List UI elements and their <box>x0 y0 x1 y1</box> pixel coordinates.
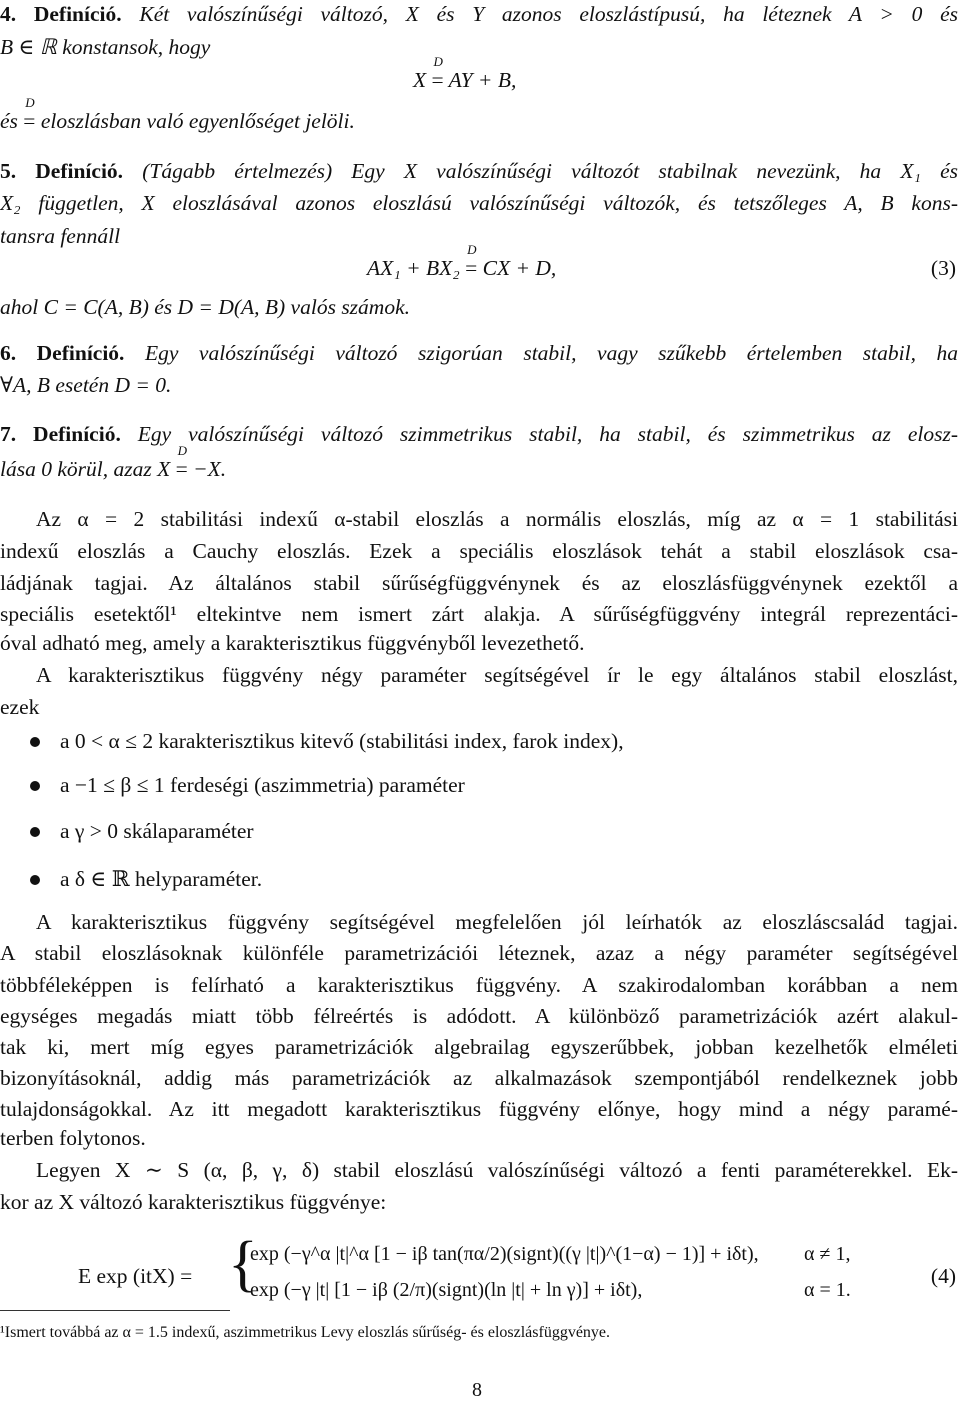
para1-line: speciális esetektől¹ eltekintve nem ismert zárt alakja. A sűrűségfüggvény integrál reprezentáci- <box>0 602 958 626</box>
equation-3: AX₁ + BX₂ D = CX + D, <box>367 242 557 280</box>
bullet-item: a γ > 0 skálaparaméter <box>60 819 254 843</box>
para1-line: Az α = 2 stabilitási indexű α-stabil eloszlás a normális eloszlás, míg az α = 1 stabilitási <box>36 507 958 531</box>
bullet-item: a δ ∈ ℝ helyparaméter. <box>60 867 263 891</box>
def6-line2: ∀A, B esetén D = 0. <box>0 373 172 397</box>
para3-line: tulajdonságokkal. Az itt megadott karakterisztikus függvény előnye, hogy mind a négy paramé- <box>0 1097 958 1121</box>
def5-label: 5. Definíció. <box>0 159 124 183</box>
equation-4-cond2: α = 1. <box>804 1279 851 1301</box>
para1-line: ládjának tagjai. Az általános stabil sűrűségfüggvénynek és az eloszlásfüggvénynek ezektől a <box>0 571 958 595</box>
para3-line: többféleképpen is felírható a karakterisztikus függvény. A szakirodalomban korábban a nem <box>0 973 958 997</box>
def4-line3: és D = eloszlásban való egyenlőséget jelöli. <box>0 95 355 133</box>
def7-line2: lása 0 körül, azaz X D = −X. <box>0 443 227 481</box>
bullet-item: a 0 < α ≤ 2 karakterisztikus kitevő (stabilitási index, farok index), <box>60 729 624 753</box>
equation-4-number: (4) <box>930 1264 956 1288</box>
def4-formula-right: AY + B, <box>448 68 517 92</box>
para2-line: A karakterisztikus függvény négy paraméter segítségével ír le egy általános stabil eloszlást, <box>36 663 958 687</box>
def5-line2: X₂ független, X eloszlásával azonos eloszlású valószínűségi változók, és tetszőleges A, B kons- <box>0 191 958 215</box>
page-number: 8 <box>472 1379 482 1401</box>
def5-line4: ahol C = C(A, B) és D = D(A, B) valós számok. <box>0 295 410 319</box>
def4-d-equal: D = <box>431 54 444 92</box>
para4-line: kor az X változó karakterisztikus függvénye: <box>0 1190 387 1214</box>
def7-line1: 7. Definíció. Egy valószínűségi változó szimmetrikus stabil, ha stabil, és szimmetrikus az elosz- <box>0 422 958 446</box>
para3-line: A stabil eloszlásoknak különféle parametrizációi léteznek, azaz a négy paraméter segítségével <box>0 941 958 965</box>
def4-text: Két valószínűségi változó, X és Y azonos eloszlástípusú, ha léteznek A > 0 és <box>121 2 958 26</box>
para2-line: ezek <box>0 695 40 719</box>
para3-line: tak ki, mert míg egyes parametrizációk algebrailag egyszerűbbek, jobban kezelhetők elméleti <box>0 1035 958 1059</box>
def4-line1 <box>0 4 958 26</box>
bullet-dot <box>30 781 40 791</box>
def4-line2: B ∈ ℝ konstansok, hogy <box>0 35 211 59</box>
def6-label: 6. Definíció. <box>0 341 125 365</box>
equation-4-cond1: α ≠ 1, <box>804 1243 851 1265</box>
equation-4-case1: exp (−γ^α |t|^α [1 − iβ tan(πα/2)(signt)((γ |t|)^(1−α) − 1)] + iδt), <box>250 1243 759 1265</box>
d-mark: D <box>433 54 443 69</box>
bullet-item: a −1 ≤ β ≤ 1 ferdeségi (aszimmetria) paraméter <box>60 773 465 797</box>
para3-line: A karakterisztikus függvény segítségével megfelelően jól leírhatók az eloszláscsalád tagjai. <box>36 910 958 934</box>
def4-label: 4. Definíció. <box>0 2 122 26</box>
bullet-dot <box>30 827 40 837</box>
bullet-dot <box>30 875 40 885</box>
def4-formula-left: X <box>413 68 427 92</box>
def4-formula <box>413 54 517 92</box>
equation-4-lhs: E exp (itX) = <box>78 1264 193 1288</box>
d-equal-symbol: D = <box>23 95 36 133</box>
equation-3-number: (3) <box>930 256 956 280</box>
para3-line: egységes megadás miatt több félreértés is adódott. A különböző parametrizációk azért alakul- <box>0 1004 958 1028</box>
footnote: ¹Ismert továbbá az α = 1.5 indexű, aszimmetrikus Levy eloszlás sűrűség- és eloszlásfüggvénye. <box>0 1324 611 1341</box>
para1-line: indexű eloszlás a Cauchy eloszlás. Ezek a speciális eloszlások tehát a stabil eloszlások csa- <box>0 539 958 563</box>
para1-line: óval adható meg, amely a karakterisztikus függvényből levezethető. <box>0 631 585 655</box>
def6-line1: 6. Definíció. Egy valószínűségi változó szigorúan stabil, vagy szűkebb értelemben stabil, ha <box>0 341 958 365</box>
para3-line: terben folytonos. <box>0 1126 146 1150</box>
def5-line1: 5. Definíció. (Tágabb értelmezés) Egy X valószínűségi változót stabilnak nevezünk, ha X₁ és <box>0 159 959 183</box>
footnote-rule <box>0 1310 230 1311</box>
equation-4-case2: exp (−γ |t| [1 − iβ (2/π)(signt)(ln |t| + ln γ)] + iδt), <box>250 1279 643 1301</box>
para3-line: bizonyításoknál, addig más parametrizációk az alkalmazások szempontjából rendelkeznek jobb <box>0 1066 958 1090</box>
def5-line3: tansra fennáll <box>0 224 121 248</box>
bullet-dot <box>30 737 40 747</box>
def7-label: 7. Definíció. <box>0 422 121 446</box>
para4-line: Legyen X ∼ S (α, β, γ, δ) stabil eloszlású valószínűségi változó a fenti paraméterekkel. Ek- <box>36 1158 958 1182</box>
equation-4-brace: { <box>228 1230 258 1298</box>
